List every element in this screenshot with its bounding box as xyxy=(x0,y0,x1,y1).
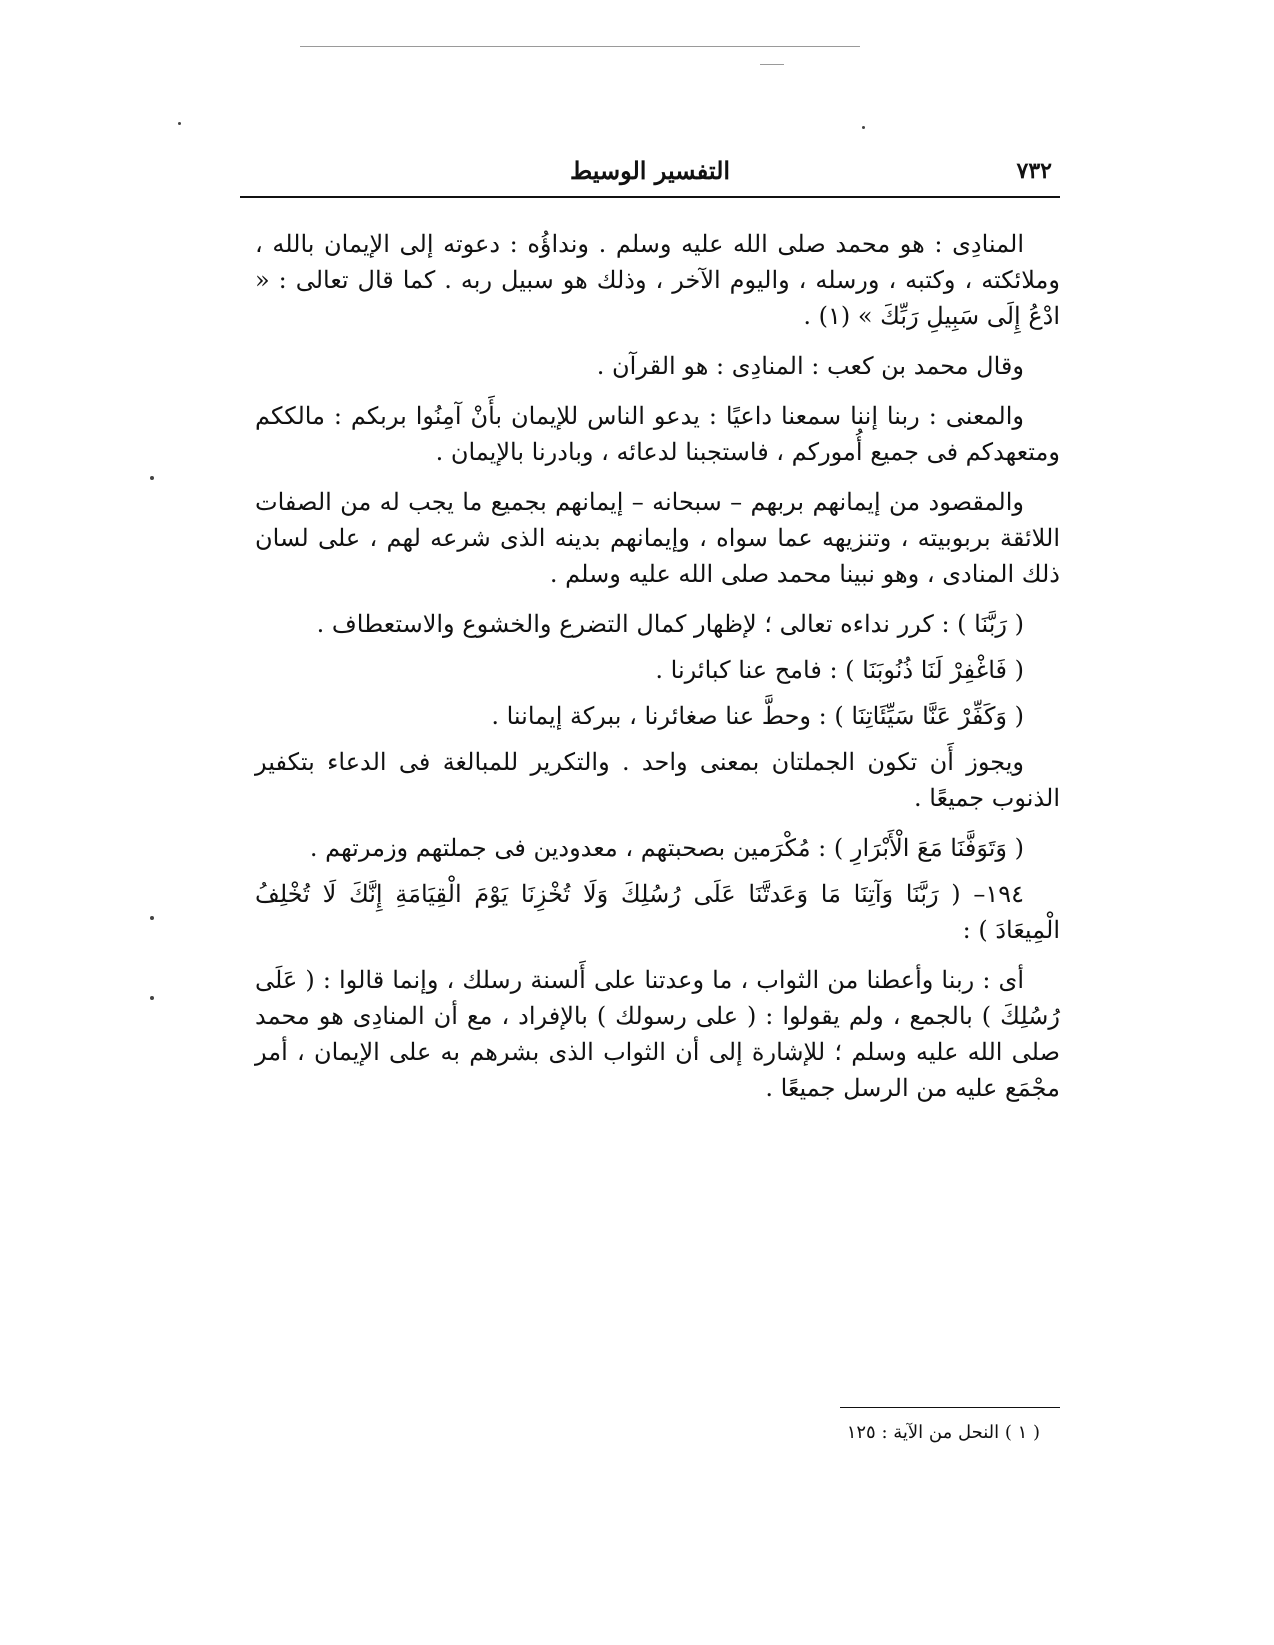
scan-speck xyxy=(150,476,154,480)
gloss-line: ( فَاغْفِرْ لَنَا ذُنُوبَنَا ) : فامح عنا كبائرنا . xyxy=(655,656,1024,684)
scan-speck xyxy=(178,122,181,125)
gloss-line: ( وَتَوَفَّنَا مَعَ الْأَبْرَارِ ) : مُكْرَمين بصحبتهم ، معدودين فى جملتهم وزمرتهم . xyxy=(309,834,1024,862)
scan-rule xyxy=(300,46,860,47)
scan-mark xyxy=(760,64,784,65)
scan-speck xyxy=(150,996,154,1000)
page-header xyxy=(240,156,1060,192)
scan-speck xyxy=(150,916,154,920)
footnote-rule xyxy=(840,1407,1060,1408)
body-text xyxy=(255,226,1060,1120)
gloss-line: ( وَكَفِّرْ عَنَّا سَيِّئَاتِنَا ) : وحطَّ عنا صغائرنا ، ببركة إيماننا . xyxy=(491,702,1024,730)
running-title: التفسير الوسيط xyxy=(569,156,731,185)
gloss-line: ( رَبَّنَا ) : كرر نداءه تعالى ؛ لإظهار كمال التضرع والخشوع والاستعطاف . xyxy=(316,610,1024,638)
paragraph: والمعنى : ربنا إننا سمعنا داعيًا : يدعو الناس للإيمان بأَنْ آمِنُوا بربكم : مالككم ومتعهدكم فى جميع أُموركم ، فاستجبنا لدعائه ، وبادرنا بالإيمان . xyxy=(255,402,1060,466)
scan-speck xyxy=(862,126,865,129)
paragraph: والمقصود من إيمانهم بربهم – سبحانه – إيمانهم بجميع ما يجب له من الصفات اللائقة بربوبيته ، وتنزيهه عما سواه ، وإيمانهم بدينه الذى شرعه لهم ، على لسان ذلك المنادى ، وهو نبينا محمد صلى الله عليه وسلم . xyxy=(255,488,1060,588)
paragraph: أى : ربنا وأعطنا من الثواب ، ما وعدتنا على أَلسنة رسلك ، وإنما قالوا : ( عَلَى رُسُلِكَ ) بالجمع ، ولم يقولوا : ( على رسولك ) بالإفراد ، مع أن المنادِى هو محمد صلى الله عليه وسلم ؛ للإشارة إلى أن الثواب الذى بشرهم به على الإيمان ، أمر مجْمَع عليه من الرسل جميعًا . xyxy=(255,966,1061,1102)
paragraph: وقال محمد بن كعب : المنادِى : هو القرآن . xyxy=(596,352,1024,380)
page-number: ٧٣٢ xyxy=(1016,158,1052,184)
footnote: ( ١ ) النحل من الآية : ١٢٥ xyxy=(846,1422,1040,1443)
header-rule xyxy=(240,196,1060,198)
paragraph: المنادِى : هو محمد صلى الله عليه وسلم . ونداؤُه : دعوته إلى الإيمان بالله ، وملائكته ، وكتبه ، ورسله ، واليوم الآخر ، وذلك هو سبيل ربه . كما قال تعالى : « ادْعُ إِلَى سَبِيلِ رَبِّكَ » (١) . xyxy=(255,230,1061,330)
paragraph: ويجوز أَن تكون الجملتان بمعنى واحد . والتكرير للمبالغة فى الدعاء بتكفير الذنوب جميعًا . xyxy=(255,748,1060,812)
verse-heading: ١٩٤– ( رَبَّنَا وَآتِنَا مَا وَعَدتَّنَا عَلَى رُسُلِكَ وَلَا تُخْزِنَا يَوْمَ الْقِيَامَةِ إِنَّكَ لَا تُخْلِفُ الْمِيعَادَ ) : xyxy=(255,880,1060,944)
